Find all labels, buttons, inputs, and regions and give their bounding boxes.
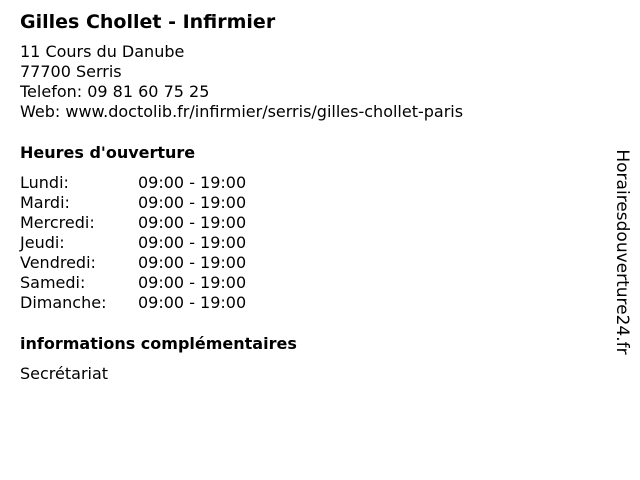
hours-row-sunday (20, 293, 246, 313)
hours-value: 09:00 - 19:00 (138, 233, 247, 252)
additional-info-heading: informations complémentaires (20, 334, 297, 353)
site-watermark: Horairesdouverture24.fr (612, 149, 632, 355)
hours-row-tuesday (20, 193, 246, 213)
hours-row-monday (20, 173, 246, 193)
hours-row-thursday (20, 233, 246, 253)
hours-value: 09:00 - 19:00 (138, 293, 247, 312)
business-card (20, 10, 600, 384)
hours-value: 09:00 - 19:00 (138, 193, 247, 212)
opening-hours-heading: Heures d'ouverture (20, 143, 196, 162)
hours-row-friday (20, 253, 246, 273)
day-label: Samedi: (20, 273, 86, 292)
day-label: Jeudi: (20, 233, 65, 252)
day-label: Dimanche: (20, 293, 107, 312)
hours-value: 09:00 - 19:00 (138, 273, 247, 292)
day-label: Mardi: (20, 193, 70, 212)
website-line: Web: www.doctolib.fr/infirmier/serris/gilles-chollet-paris (20, 102, 464, 121)
hours-row-wednesday (20, 213, 246, 233)
day-label: Mercredi: (20, 213, 95, 232)
additional-info-text: Secrétariat (20, 364, 109, 383)
business-title: Gilles Chollet - Infirmier (20, 11, 276, 33)
day-label: Vendredi: (20, 253, 96, 272)
day-label: Lundi: (20, 173, 69, 192)
hours-value: 09:00 - 19:00 (138, 253, 247, 272)
address-city: 77700 Serris (20, 62, 122, 81)
hours-row-saturday (20, 273, 246, 293)
hours-value: 09:00 - 19:00 (138, 173, 247, 192)
phone-number: Telefon: 09 81 60 75 25 (20, 82, 210, 101)
opening-hours-table (20, 173, 246, 313)
address-street: 11 Cours du Danube (20, 42, 185, 61)
hours-value: 09:00 - 19:00 (138, 213, 247, 232)
